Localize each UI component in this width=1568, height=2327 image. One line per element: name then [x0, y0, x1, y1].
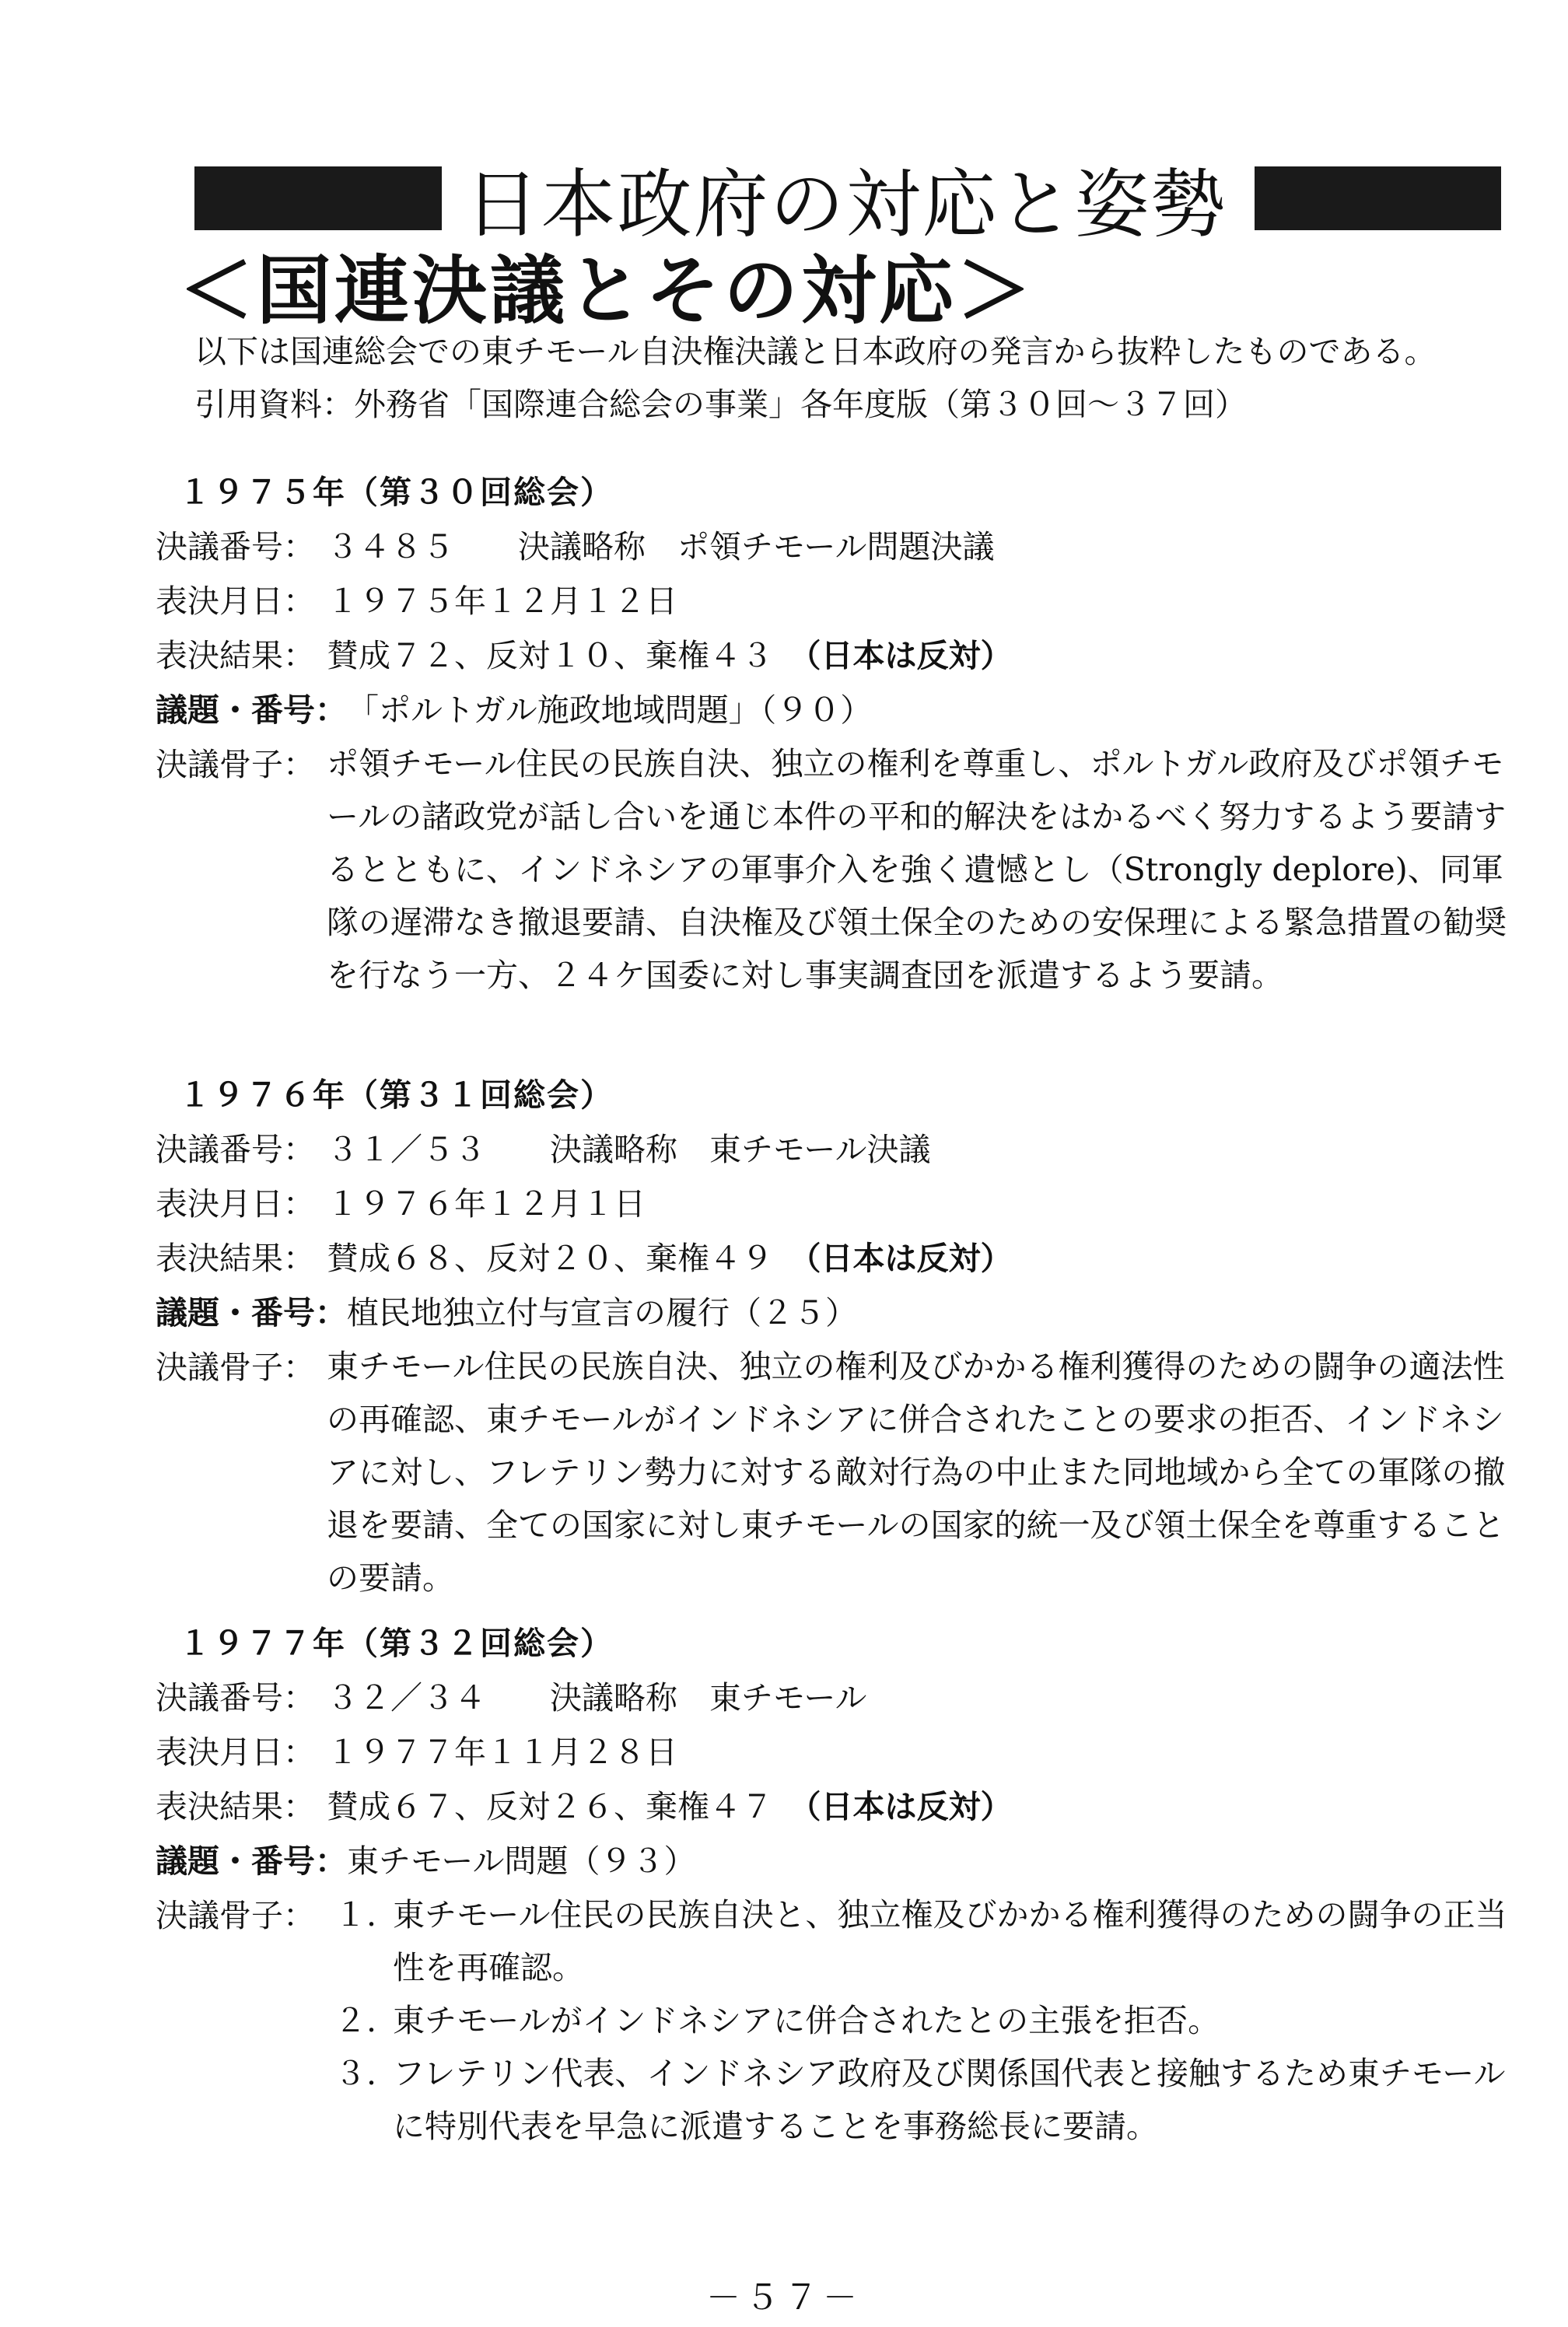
vote-result-row — [156, 628, 1509, 683]
field-label: 決議番号： — [156, 528, 315, 565]
field-value — [327, 1671, 1509, 1725]
field-label: 決議骨子： — [156, 746, 315, 783]
field-value — [327, 628, 1509, 683]
resolution-abbrev: 東チモール — [709, 1679, 867, 1716]
list-item-text: フレテリン代表、インドネシア政府及び関係国代表と接触するため東チモールに特別代表を早急に派遣することを事務総長に要請。 — [393, 2055, 1506, 2145]
field-label: 決議骨子： — [156, 1897, 315, 1934]
resolution-abbrev: 東チモール決議 — [709, 1131, 931, 1168]
agenda-row — [156, 1286, 1509, 1340]
vote-date: １９７５年１２月１２日 — [327, 583, 677, 620]
page-title: 日本政府の対応と姿勢 — [464, 160, 1227, 248]
resolution-abbrev: ポ領チモール問題決議 — [677, 528, 995, 565]
resolution-number: ３１／５３ — [327, 1131, 486, 1168]
section-heading: １９７５年（第３０回総会） — [179, 474, 614, 511]
field-label: 表決結果： — [156, 1240, 315, 1277]
agenda-value: 植民地独立付与宣言の履行（２５） — [347, 1294, 857, 1331]
agenda-row — [156, 1834, 1509, 1888]
list-item-number: ２. — [334, 2002, 377, 2039]
resolution-number-row — [156, 1671, 1509, 1725]
intro-text — [194, 325, 1532, 431]
list-item — [327, 1888, 1509, 1994]
resolution-number-row — [156, 520, 1509, 574]
field-label: 議題・番号： — [156, 1294, 347, 1331]
intro-line: 以下は国連総会での東チモール自決権決議と日本政府の発言から抜粋したものである。 — [194, 333, 1437, 370]
title-decoration-bar-left — [194, 166, 442, 230]
section-heading: １９７７年（第３２回総会） — [179, 1625, 614, 1662]
title-decoration-bar-right — [1255, 166, 1502, 230]
field-label: 表決結果： — [156, 637, 315, 674]
vote-result: 賛成７２、反対１０、棄権４３ — [327, 637, 773, 674]
vote-result-row — [156, 1779, 1509, 1834]
list-item — [327, 1994, 1509, 2047]
japan-vote: （日本は反対） — [805, 637, 1013, 674]
list-item-number: ３. — [334, 2055, 377, 2092]
vote-result: 賛成６８、反対２０、棄権４９ — [327, 1240, 773, 1277]
field-label: 議題・番号： — [156, 1842, 347, 1880]
intro-line: 引用資料：外務省「国際連合総会の事業」各年度版（第３０回～３７回） — [194, 386, 1247, 423]
agenda-value: 東チモール問題（９３） — [347, 1842, 696, 1880]
resolution-section-1977 — [156, 1616, 1509, 2153]
field-value — [327, 1122, 1509, 1177]
list-item-text: 東チモールがインドネシアに併合されたとの主張を拒否。 — [393, 2002, 1220, 2039]
resolution-number: ３２／３４ — [327, 1679, 486, 1716]
summary-list — [327, 1888, 1509, 2153]
resolution-section-1976 — [156, 1068, 1509, 1604]
agenda-row — [156, 683, 1509, 737]
list-item-number: １. — [334, 1896, 377, 1933]
agenda-value: 「ポルトガル施政地域問題」（９０） — [347, 691, 873, 729]
field-label: 決議骨子： — [156, 1349, 315, 1386]
resolution-number: ３４８５ — [327, 528, 454, 565]
japan-vote: （日本は反対） — [805, 1240, 1013, 1277]
summary-text: 東チモール住民の民族自決、独立の権利及びかかる権利獲得のための闘争の適法性の再確認、東チモールがインドネシアに併合されたことの要求の拒否、インドネシアに対し、フレテリン勢力に対する敵対行為の中止また同地域から全ての軍隊の撤退を要請、全ての国家に対し東チモールの国家的統一及び領土保全を尊重することの要請。 — [327, 1348, 1506, 1597]
vote-result-row — [156, 1231, 1509, 1286]
vote-date-row — [156, 574, 1509, 628]
field-label: 表決月日： — [156, 583, 315, 620]
resolution-number-row — [156, 1122, 1509, 1177]
field-label: 表決月日： — [156, 1185, 315, 1223]
field-value — [327, 1231, 1509, 1286]
summary-row — [156, 1888, 1509, 2153]
vote-date: １９７６年１２月１日 — [327, 1185, 646, 1223]
section-heading: １９７６年（第３１回総会） — [179, 1076, 614, 1114]
vote-date: １９７７年１１月２８日 — [327, 1734, 677, 1771]
summary-row — [156, 1340, 1509, 1604]
summary-text: ポ領チモール住民の民族自決、独立の権利を尊重し、ポルトガル政府及びポ領チモールの諸政党が話し合いを通じ本件の平和的解決をはかるべく努力するよう要請するとともに、インドネシアの軍事介入を強く遺憾とし（Strongly deplore)、同軍隊の遅滞なき撤退要請、自決権及び領土保全のための安保理による緊急措置の勧奨を行なう一方、２４ケ国委に対し事実調査団を派遣するよう要請。 — [327, 745, 1507, 994]
field-label: 表決結果： — [156, 1788, 315, 1825]
summary-row — [156, 737, 1509, 1002]
list-item-text: 東チモール住民の民族自決と、独立権及びかかる権利獲得のための闘争の正当性を再確認。 — [393, 1896, 1507, 1986]
page-number: －５７－ — [706, 2278, 862, 2318]
field-label: 議題・番号： — [156, 691, 347, 729]
field-value — [327, 1779, 1509, 1834]
field-label: 表決月日： — [156, 1734, 315, 1771]
list-item — [327, 2047, 1509, 2153]
abbrev-label: 決議略称 — [518, 528, 646, 565]
field-label: 決議番号： — [156, 1131, 315, 1168]
vote-date-row — [156, 1177, 1509, 1231]
abbrev-label: 決議略称 — [550, 1131, 677, 1168]
page-subtitle: ＜国連決議とその対応＞ — [179, 247, 1034, 334]
resolution-section-1975 — [156, 465, 1509, 1002]
vote-result: 賛成６７、反対２６、棄権４７ — [327, 1788, 773, 1825]
japan-vote: （日本は反対） — [805, 1788, 1013, 1825]
vote-date-row — [156, 1725, 1509, 1779]
field-value — [327, 520, 1509, 574]
field-label: 決議番号： — [156, 1679, 315, 1716]
abbrev-label: 決議略称 — [550, 1679, 677, 1716]
